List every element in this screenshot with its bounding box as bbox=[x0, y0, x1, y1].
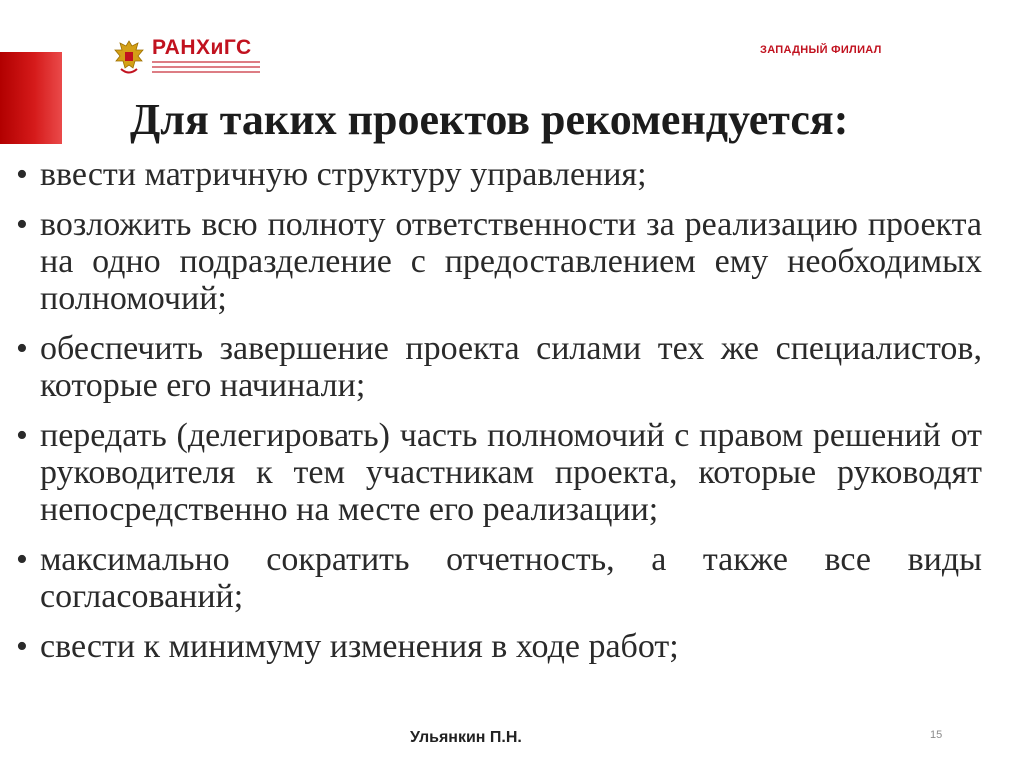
list-item-text: свести к минимуму изменения в ходе работ; bbox=[40, 628, 679, 665]
bullet-icon: • bbox=[16, 156, 28, 193]
ranepa-logo bbox=[112, 36, 262, 82]
branch-label: ЗАПАДНЫЙ ФИЛИАЛ bbox=[760, 44, 882, 56]
logo-wordmark: РАНХиГС bbox=[152, 36, 252, 59]
logo-subtitle-lines bbox=[152, 61, 260, 79]
list-item bbox=[16, 330, 982, 404]
list-item-text: ввести матричную структуру управления; bbox=[40, 156, 647, 193]
slide-title: Для таких проектов рекомендуется: bbox=[130, 95, 849, 144]
author-name: Ульянкин П.Н. bbox=[410, 729, 522, 746]
list-item-text: максимально сократить отчетность, а также все виды согласований; bbox=[40, 541, 982, 615]
list-item-text: возложить всю полноту ответственности за реализацию проекта на одно подразделение с предоставлением ему необходимых полномочий; bbox=[40, 206, 982, 317]
red-accent-bar bbox=[0, 52, 62, 144]
list-item bbox=[16, 628, 982, 665]
bullet-icon: • bbox=[16, 541, 28, 578]
list-item-text: обеспечить завершение проекта силами тех же специалистов, которые его начинали; bbox=[40, 330, 982, 404]
bullet-icon: • bbox=[16, 628, 28, 665]
list-item bbox=[16, 417, 982, 528]
page-number: 15 bbox=[930, 729, 943, 741]
bullet-icon: • bbox=[16, 330, 28, 367]
list-item bbox=[16, 541, 982, 615]
list-item bbox=[16, 156, 982, 193]
bullet-icon: • bbox=[16, 417, 28, 454]
list-item-text: передать (делегировать) часть полномочий с правом решений от руководителя к тем участникам проекта, которые руководят непосредственно на месте его реализации; bbox=[40, 417, 982, 528]
double-headed-eagle-icon bbox=[112, 38, 146, 78]
recommendation-list bbox=[16, 156, 982, 678]
list-item bbox=[16, 206, 982, 317]
bullet-icon: • bbox=[16, 206, 28, 243]
